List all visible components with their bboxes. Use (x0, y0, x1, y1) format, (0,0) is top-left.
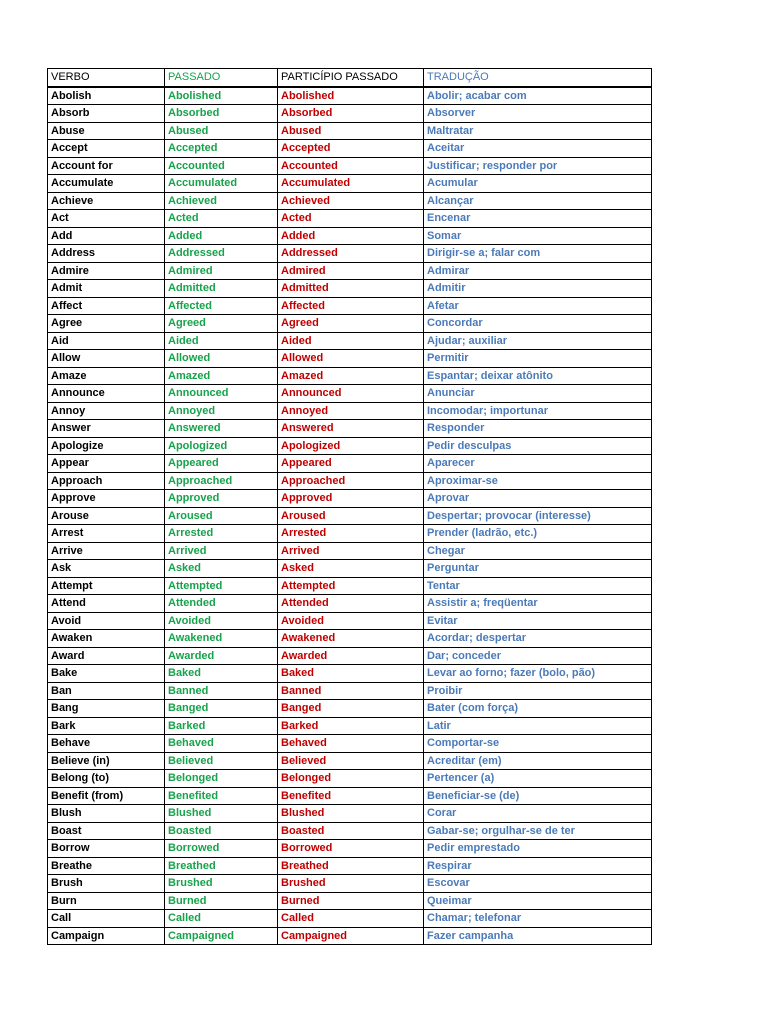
past-cell: Asked (165, 560, 278, 578)
past-cell: Attended (165, 595, 278, 613)
translation-cell: Pertencer (a) (424, 770, 652, 788)
translation-cell: Justificar; responder por (424, 157, 652, 175)
verb-cell: Abuse (48, 122, 165, 140)
participle-cell: Answered (278, 420, 424, 438)
past-cell: Barked (165, 717, 278, 735)
table-row (48, 490, 652, 508)
participle-cell: Breathed (278, 857, 424, 875)
participle-cell: Called (278, 910, 424, 928)
translation-cell: Permitir (424, 350, 652, 368)
table-row (48, 560, 652, 578)
past-cell: Affected (165, 297, 278, 315)
past-cell: Breathed (165, 857, 278, 875)
verb-cell: Address (48, 245, 165, 263)
participle-cell: Acted (278, 210, 424, 228)
participle-cell: Apologized (278, 437, 424, 455)
translation-cell: Perguntar (424, 560, 652, 578)
participle-cell: Abused (278, 122, 424, 140)
past-cell: Appeared (165, 455, 278, 473)
past-cell: Blushed (165, 805, 278, 823)
header-row (48, 69, 652, 87)
verb-cell: Achieve (48, 192, 165, 210)
table-row (48, 682, 652, 700)
translation-cell: Chamar; telefonar (424, 910, 652, 928)
participle-cell: Absorbed (278, 105, 424, 123)
past-cell: Banned (165, 682, 278, 700)
participle-cell: Attempted (278, 577, 424, 595)
past-cell: Approved (165, 490, 278, 508)
table-row (48, 665, 652, 683)
verb-cell: Abolish (48, 87, 165, 105)
participle-cell: Asked (278, 560, 424, 578)
verb-cell: Answer (48, 420, 165, 438)
past-cell: Baked (165, 665, 278, 683)
verb-cell: Breathe (48, 857, 165, 875)
translation-cell: Responder (424, 420, 652, 438)
table-body (48, 87, 652, 945)
table-row (48, 350, 652, 368)
verb-cell: Arouse (48, 507, 165, 525)
table-row (48, 367, 652, 385)
table-row (48, 192, 652, 210)
table-row (48, 752, 652, 770)
participle-cell: Aroused (278, 507, 424, 525)
participle-cell: Accumulated (278, 175, 424, 193)
past-cell: Announced (165, 385, 278, 403)
past-cell: Accounted (165, 157, 278, 175)
verb-cell: Believe (in) (48, 752, 165, 770)
translation-cell: Proibir (424, 682, 652, 700)
past-cell: Avoided (165, 612, 278, 630)
table-row (48, 822, 652, 840)
translation-cell: Prender (ladrão, etc.) (424, 525, 652, 543)
translation-cell: Alcançar (424, 192, 652, 210)
translation-cell: Abolir; acabar com (424, 87, 652, 105)
translation-cell: Encenar (424, 210, 652, 228)
verb-cell: Admit (48, 280, 165, 298)
translation-cell: Aprovar (424, 490, 652, 508)
past-cell: Abolished (165, 87, 278, 105)
translation-cell: Levar ao forno; fazer (bolo, pão) (424, 665, 652, 683)
translation-cell: Acreditar (em) (424, 752, 652, 770)
translation-cell: Acumular (424, 175, 652, 193)
past-cell: Attempted (165, 577, 278, 595)
participle-cell: Banged (278, 700, 424, 718)
table-row (48, 105, 652, 123)
verb-cell: Awaken (48, 630, 165, 648)
translation-cell: Espantar; deixar atônito (424, 367, 652, 385)
translation-cell: Pedir desculpas (424, 437, 652, 455)
verb-cell: Belong (to) (48, 770, 165, 788)
translation-cell: Anunciar (424, 385, 652, 403)
verb-cell: Bark (48, 717, 165, 735)
table-row (48, 245, 652, 263)
translation-cell: Beneficiar-se (de) (424, 787, 652, 805)
verb-cell: Campaign (48, 927, 165, 945)
translation-cell: Despertar; provocar (interesse) (424, 507, 652, 525)
verb-cell: Arrest (48, 525, 165, 543)
translation-cell: Afetar (424, 297, 652, 315)
participle-cell: Added (278, 227, 424, 245)
header-traducao: TRADUÇÃO (424, 69, 652, 87)
participle-cell: Approved (278, 490, 424, 508)
translation-cell: Fazer campanha (424, 927, 652, 945)
translation-cell: Dar; conceder (424, 647, 652, 665)
participle-cell: Annoyed (278, 402, 424, 420)
participle-cell: Allowed (278, 350, 424, 368)
table-row (48, 87, 652, 105)
verb-cell: Account for (48, 157, 165, 175)
table-row (48, 875, 652, 893)
past-cell: Called (165, 910, 278, 928)
table-row (48, 840, 652, 858)
translation-cell: Corar (424, 805, 652, 823)
verb-cell: Absorb (48, 105, 165, 123)
table-row (48, 175, 652, 193)
verb-cell: Brush (48, 875, 165, 893)
participle-cell: Baked (278, 665, 424, 683)
past-cell: Abused (165, 122, 278, 140)
table-row (48, 507, 652, 525)
translation-cell: Chegar (424, 542, 652, 560)
table-row (48, 857, 652, 875)
verb-cell: Blush (48, 805, 165, 823)
table-row (48, 420, 652, 438)
past-cell: Allowed (165, 350, 278, 368)
participle-cell: Behaved (278, 735, 424, 753)
past-cell: Campaigned (165, 927, 278, 945)
table-row (48, 437, 652, 455)
verb-cell: Ask (48, 560, 165, 578)
translation-cell: Assistir a; freqüentar (424, 595, 652, 613)
verb-cell: Aid (48, 332, 165, 350)
translation-cell: Respirar (424, 857, 652, 875)
participle-cell: Announced (278, 385, 424, 403)
table-row (48, 227, 652, 245)
participle-cell: Attended (278, 595, 424, 613)
translation-cell: Maltratar (424, 122, 652, 140)
past-cell: Behaved (165, 735, 278, 753)
table-row (48, 647, 652, 665)
table-row (48, 472, 652, 490)
past-cell: Burned (165, 892, 278, 910)
participle-cell: Amazed (278, 367, 424, 385)
verb-cell: Affect (48, 297, 165, 315)
past-cell: Admitted (165, 280, 278, 298)
translation-cell: Concordar (424, 315, 652, 333)
participle-cell: Burned (278, 892, 424, 910)
participle-cell: Awarded (278, 647, 424, 665)
past-cell: Acted (165, 210, 278, 228)
past-cell: Benefited (165, 787, 278, 805)
table-row (48, 157, 652, 175)
participle-cell: Avoided (278, 612, 424, 630)
table-row (48, 455, 652, 473)
past-cell: Brushed (165, 875, 278, 893)
header-verbo: VERBO (48, 69, 165, 87)
verb-cell: Apologize (48, 437, 165, 455)
participle-cell: Campaigned (278, 927, 424, 945)
verb-cell: Annoy (48, 402, 165, 420)
table-row (48, 805, 652, 823)
translation-cell: Bater (com força) (424, 700, 652, 718)
table-row (48, 332, 652, 350)
past-cell: Addressed (165, 245, 278, 263)
participle-cell: Banned (278, 682, 424, 700)
participle-cell: Admired (278, 262, 424, 280)
past-cell: Approached (165, 472, 278, 490)
verb-cell: Behave (48, 735, 165, 753)
past-cell: Amazed (165, 367, 278, 385)
participle-cell: Accepted (278, 140, 424, 158)
table-row (48, 892, 652, 910)
verb-cell: Bake (48, 665, 165, 683)
past-cell: Added (165, 227, 278, 245)
participle-cell: Appeared (278, 455, 424, 473)
translation-cell: Aceitar (424, 140, 652, 158)
participle-cell: Awakened (278, 630, 424, 648)
translation-cell: Comportar-se (424, 735, 652, 753)
participle-cell: Believed (278, 752, 424, 770)
participle-cell: Achieved (278, 192, 424, 210)
past-cell: Apologized (165, 437, 278, 455)
verb-cell: Call (48, 910, 165, 928)
table-row (48, 927, 652, 945)
past-cell: Belonged (165, 770, 278, 788)
participle-cell: Admitted (278, 280, 424, 298)
header-participio: PARTICÍPIO PASSADO (278, 69, 424, 87)
translation-cell: Admirar (424, 262, 652, 280)
past-cell: Believed (165, 752, 278, 770)
past-cell: Arrived (165, 542, 278, 560)
verb-cell: Approve (48, 490, 165, 508)
past-cell: Awarded (165, 647, 278, 665)
participle-cell: Affected (278, 297, 424, 315)
past-cell: Boasted (165, 822, 278, 840)
translation-cell: Queimar (424, 892, 652, 910)
table-row (48, 542, 652, 560)
verb-cell: Accumulate (48, 175, 165, 193)
translation-cell: Tentar (424, 577, 652, 595)
past-cell: Answered (165, 420, 278, 438)
past-cell: Achieved (165, 192, 278, 210)
past-cell: Accepted (165, 140, 278, 158)
verb-cell: Appear (48, 455, 165, 473)
translation-cell: Ajudar; auxiliar (424, 332, 652, 350)
table-row (48, 787, 652, 805)
table-row (48, 210, 652, 228)
table-row (48, 385, 652, 403)
past-cell: Annoyed (165, 402, 278, 420)
translation-cell: Evitar (424, 612, 652, 630)
past-cell: Admired (165, 262, 278, 280)
table-row (48, 402, 652, 420)
header-passado: PASSADO (165, 69, 278, 87)
verb-cell: Avoid (48, 612, 165, 630)
translation-cell: Acordar; despertar (424, 630, 652, 648)
table-row (48, 140, 652, 158)
verb-cell: Act (48, 210, 165, 228)
translation-cell: Aparecer (424, 455, 652, 473)
verb-cell: Burn (48, 892, 165, 910)
translation-cell: Admitir (424, 280, 652, 298)
verb-cell: Allow (48, 350, 165, 368)
table-row (48, 297, 652, 315)
past-cell: Borrowed (165, 840, 278, 858)
participle-cell: Brushed (278, 875, 424, 893)
table-row (48, 630, 652, 648)
past-cell: Absorbed (165, 105, 278, 123)
translation-cell: Pedir emprestado (424, 840, 652, 858)
participle-cell: Blushed (278, 805, 424, 823)
verb-cell: Approach (48, 472, 165, 490)
verb-cell: Ban (48, 682, 165, 700)
table-row (48, 525, 652, 543)
verb-cell: Add (48, 227, 165, 245)
verb-cell: Announce (48, 385, 165, 403)
participle-cell: Agreed (278, 315, 424, 333)
participle-cell: Abolished (278, 87, 424, 105)
verb-cell: Award (48, 647, 165, 665)
table-row (48, 577, 652, 595)
translation-cell: Somar (424, 227, 652, 245)
participle-cell: Benefited (278, 787, 424, 805)
participle-cell: Borrowed (278, 840, 424, 858)
translation-cell: Latir (424, 717, 652, 735)
verb-cell: Amaze (48, 367, 165, 385)
verb-cell: Arrive (48, 542, 165, 560)
table-row (48, 612, 652, 630)
verb-cell: Attempt (48, 577, 165, 595)
participle-cell: Approached (278, 472, 424, 490)
table-row (48, 595, 652, 613)
past-cell: Arrested (165, 525, 278, 543)
past-cell: Aided (165, 332, 278, 350)
translation-cell: Aproximar-se (424, 472, 652, 490)
verb-cell: Accept (48, 140, 165, 158)
verb-cell: Benefit (from) (48, 787, 165, 805)
participle-cell: Aided (278, 332, 424, 350)
participle-cell: Accounted (278, 157, 424, 175)
participle-cell: Barked (278, 717, 424, 735)
verb-cell: Borrow (48, 840, 165, 858)
verb-table (47, 68, 652, 945)
verb-cell: Boast (48, 822, 165, 840)
past-cell: Accumulated (165, 175, 278, 193)
translation-cell: Dirigir-se a; falar com (424, 245, 652, 263)
participle-cell: Addressed (278, 245, 424, 263)
participle-cell: Arrested (278, 525, 424, 543)
table-row (48, 700, 652, 718)
participle-cell: Boasted (278, 822, 424, 840)
past-cell: Agreed (165, 315, 278, 333)
table-row (48, 910, 652, 928)
verb-cell: Admire (48, 262, 165, 280)
verb-cell: Agree (48, 315, 165, 333)
table-row (48, 122, 652, 140)
table-row (48, 717, 652, 735)
past-cell: Awakened (165, 630, 278, 648)
table-row (48, 280, 652, 298)
translation-cell: Escovar (424, 875, 652, 893)
table-header (48, 69, 652, 87)
table-row (48, 770, 652, 788)
table-row (48, 735, 652, 753)
translation-cell: Gabar-se; orgulhar-se de ter (424, 822, 652, 840)
participle-cell: Belonged (278, 770, 424, 788)
past-cell: Banged (165, 700, 278, 718)
verb-cell: Attend (48, 595, 165, 613)
table-row (48, 315, 652, 333)
past-cell: Aroused (165, 507, 278, 525)
verb-cell: Bang (48, 700, 165, 718)
table-row (48, 262, 652, 280)
participle-cell: Arrived (278, 542, 424, 560)
translation-cell: Absorver (424, 105, 652, 123)
translation-cell: Incomodar; importunar (424, 402, 652, 420)
